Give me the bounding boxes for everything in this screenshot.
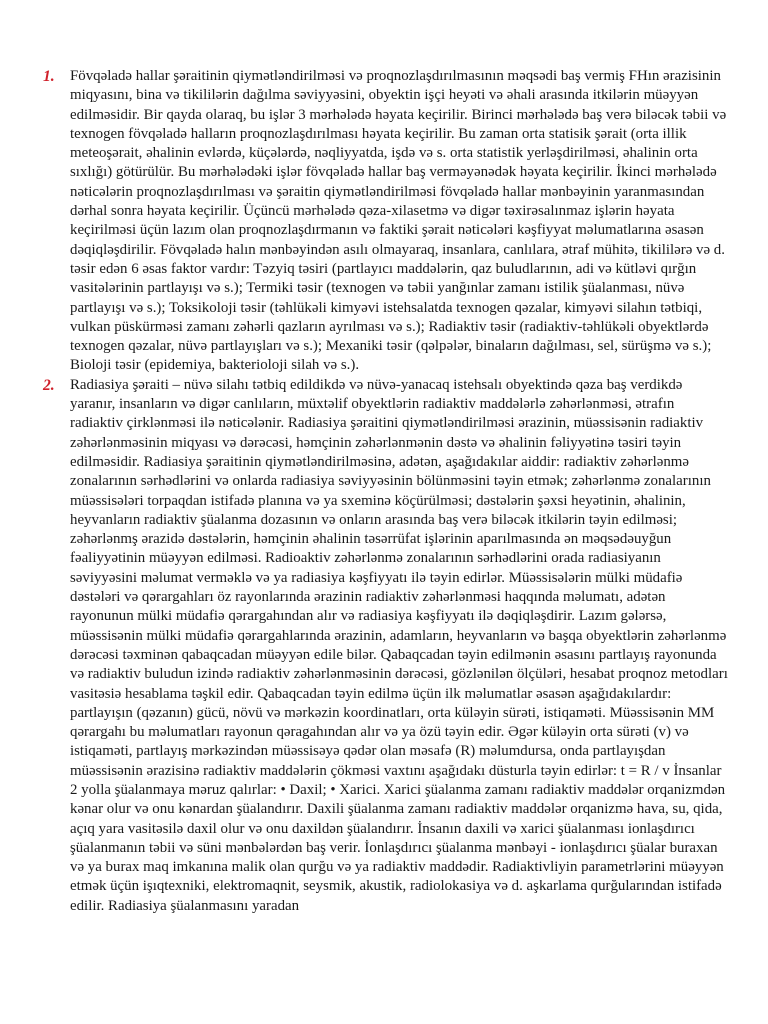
list-item-1 (30, 67, 730, 376)
list-number-1: 1. (43, 68, 55, 85)
paragraph-1-text: Fövqəladə hallar şəraitinin qiymətləndirilməsi və proqnozlaşdırılmasının məqsədi baş vermiş FHın ərazisinin miqyasını, bina və tikililərin dağılma səviyyəsini, obyektin işçi heyəti və əhali arasında itkilərin müəyyən edilməsidir. Bir qayda olaraq, bu işlər 3 mərhələdə həyata keçirilir. Birinci mərhələdə baş verə biləcək təbii və texnogen fövqəladə halların proqnozlaşdırılması həyata keçirilir. Bu zaman orta statisik şərait (orta illik meteoşərait, əhalinin evlərdə, küçələrdə, nəqliyyatda, işdə və s. orta statistik yerləşdirilməsi, əhalinin orta sıxlığı) götürülür. Bu mərhələdəki işlər fövqəladə hallar baş verməyənədək həyata keçirilir. İkinci mərhələdə nəticələrin proqnozlaşdırılması və şəraitin qiymətləndirilməsi fövqəladə hallar mənbəyinin yaranmasından dərhal sonra həyata keçirilir. Üçüncü mərhələdə qəza-xilasetmə və digər təxirəsalınmaz işlərin həyata keçirilməsi üçün lazım olan proqnozlaşdırmanın və faktiki şərait nəticələri kəşfiyyat məlumatlarına əsasən dəqiqləşdirilir. Fövqəladə halın mənbəyindən asılı olmayaraq, insanlara, canlılara, ətraf mühitə, tikililərə və d. təsir edən 6 əsas faktor vardır: Təzyiq təsiri (partlayıcı maddələrin, qaz buludlarının, adi və kütləvi qırğın vasitələrinin partlayışı və s.); Termiki təsir (texnogen və təbii yanğınlar zamanı istilik şüalanması, nüvə partlayışı və s.); Toksikoloji təsir (təhlükəli kimyəvi istehsalatda texnogen qəzalar, kimyəvi silahın tətbiqi, vulkan püskürməsi zamanı zəhərli qazların ayrılması və s.); Radiaktiv təsir (radiaktiv-təhlükəli obyektlərdə texnogen qəzalar, nüvə partlayışları və s.); Mexaniki təsir (qəlpələr, binaların dağılması, sel, sürüşmə və s.); Bioloji təsir (epidemiya, bakterioloji silah və s.). (70, 68, 727, 374)
numbered-list (30, 67, 730, 916)
paragraph-2-text: Radiasiya şəraiti – nüvə silahı tətbiq edildikdə və nüvə-yanacaq istehsalı obyektində qəza baş verdikdə yaranır, insanların və digər canlıların, müxtəlif obyektlərin radiaktiv maddələrlə zəhərlənməsi, ətrafın radiaktiv çirklənməsi ilə nəticələnir. Radiasiya şəraitini qiymətləndirilməsi ərazinin, müəssisənin radiaktiv zəhərlənməsinin miqyası və dərəcəsi, həmçinin zəhərlənmənin dəstə və əhalinin fəliyyətinə təsiri təyin edilməsidir. Radiasiya şəraitinin qiymətləndirilməsinə, adətən, aşağıdakılar aiddir: radiaktiv zəhərlənmə zonalarının sərhədlərini və onlarda radiasiya səviyyəsinin bölünməsini təyin etmək; zəhərlənmə zonalarının müəssisələri torpaqdan istifadə planına və ya sxeminə köçürülməsi; dəstələrin şəxsi heyətinin, əhalinin, heyvanların radiaktiv şüalanma dozasının və onların arasında baş verə biləcək itkilərin təyin edilməsi; zəhərlənmş ərazidə dəstələrin, həmçinin əhalinin təsərrüfat işlərinin aparılmasında ən məqsədəuyğun fəaliyyətinin müəyyən edilməsi. Radioaktiv zəhərlənmə zonalarının sərhədlərini orada radiasiyanın səviyyəsini məlumat verməklə və ya radiasiya kəşfiyyatı ilə təyin edirlər. Müəssisələrin mülki müdafiə dəstələri və qərargahları öz rayonlarında ərazinin radiaktiv zəhərlənməsi haqqında məlumatı, adətən rayonunun mülki müdafiə qərargahından alır və radiasiya kəşfiyyatı ilə dəqiqləşdirir. Lazım gələrsə, müəssisənin mülki müdafiə qərargahlarında ərazinin, adamların, heyvanların və başqa obyektlərin zəhərlənmə dərəcəsi təxminən qabaqcadan müəyyən edile bilər. Qabaqcadan təyin edilmənin əsasını partlayış rayonunda və radiaktiv buludun izində radiaktiv zəhərlənməsinin dərəcəsi, gözlənilən ölçüləri, hesabat proqnoz metodları vasitəsiə hesablama təşkil edir. Qabaqcadan təyin edilmə üçün ilk məlumatlar əsasən aşağıdakılardır: partlayışın (qəzanın) gücü, növü və mərkəzin koordinatları, orta küləyin sürəti, istiqaməti. Müəssisənin MM qərargahı bu məlumatları rayonun qəragahından alır və ya özü təyin edir. Əgər küləyin orta sürəti (v) və istiqaməti, partlayış mərkəzindən müəssisəyə qədər olan məsafə (R) məlumdursa, onda partlayışdan müəssisənin ərazisinə radiaktiv maddələrin çökməsi vaxtını aşağıdakı düsturla təyin edirlər: t = R / v İnsanlar 2 yolla şüalanmaya məruz qalırlar: • Daxil; • Xarici. Xarici şüalanma zamanı radiaktiv maddələr orqanizmdən kənar olur və onu kənardan şüalandırır. Daxili şüalanma zamanı radiaktiv maddələr orqanizmə hava, su, qida, açıq yara vasitəsilə daxil olur və onu daxildən şüalandırır. İnsanın daxili və xarici şüalanması ionlaşdırıcı şüalanmanın təbii və süni mənbələrdən baş verir. İonlaşdırıcı şüalanma mənbəyi - ionlaşdırıcı şüalar buraxan və ya burax maq imkanına malik olan qurğu və ya radiaktiv maddədir. Radiaktivliyin parametrlərini müəyyən etmək üçün işıqtexniki, elektromaqnit, seysmik, akustik, radiolokasiya və d. aşkarlama qurğularından istifadə edilir. Radiasiya şüalanmasını yaradan (70, 376, 728, 914)
list-item-2 (30, 376, 730, 916)
list-number-2: 2. (43, 376, 55, 394)
